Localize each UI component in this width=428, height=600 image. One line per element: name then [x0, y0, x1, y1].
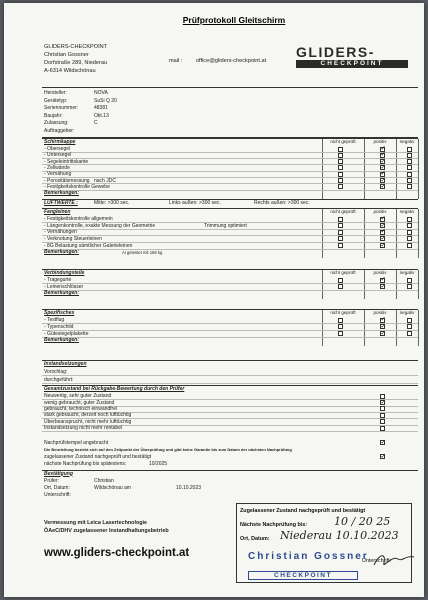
checkbox[interactable]	[407, 159, 412, 164]
column-divider	[396, 310, 397, 346]
col-header-positiv: positiv	[373, 139, 387, 144]
company-name: GLIDERS-CHECKPOINT	[44, 44, 108, 50]
row-line	[42, 323, 418, 324]
company-street: Dorfstraße 289, Niederau	[44, 60, 108, 66]
checkbox[interactable]	[407, 165, 412, 170]
section-title: Verbindungsteile	[44, 270, 85, 277]
check-item-label: - Festigkeitskontrolle allgemein	[44, 216, 113, 223]
check-item-label: - Porositätsmessung	[44, 177, 90, 184]
pruefer-value: Christian	[94, 477, 114, 484]
device-label: Auftraggeber:	[44, 128, 75, 134]
col-header-negativ: negativ	[399, 310, 415, 316]
row-line	[42, 283, 418, 284]
device-label: Baujahr:	[44, 112, 63, 119]
zustand-label: zugelassener Zustand nachgeprüft und bestätigt	[44, 453, 152, 460]
row-line	[42, 431, 418, 432]
column-divider	[418, 310, 419, 346]
luftwerte-label: LUFTWERTE :	[44, 200, 78, 207]
checkbox[interactable]	[407, 236, 412, 241]
checkbox[interactable]	[338, 159, 343, 164]
row-line	[42, 249, 418, 250]
checkbox[interactable]	[407, 331, 412, 336]
check-item-label: - Verknotung Steuerleinen	[44, 235, 102, 242]
checkbox[interactable]	[380, 419, 385, 424]
checkbox[interactable]	[380, 406, 385, 411]
checkbox[interactable]	[338, 172, 343, 177]
row-line	[42, 171, 418, 172]
check-item-label: - Zellwände	[44, 164, 70, 171]
stamp-line1: Zugelassener Zustand nachgeprüft und bestätigt	[240, 508, 366, 514]
remarks-label: Bemerkungen:	[44, 190, 80, 197]
stamp-ort-label: Ort, Datum:	[240, 536, 270, 542]
section-title: Schirmkappe	[44, 139, 76, 145]
checkbox[interactable]	[407, 318, 412, 323]
nachpruef-label: Nachprüfstempel angebracht	[44, 439, 109, 446]
check-item-label: - Festigkeitskontrolle Gewebe	[44, 183, 110, 190]
pruefer-label: Prüfer:	[44, 477, 60, 484]
stamp-next-label: Nächste Nachprüfung bis:	[240, 522, 308, 528]
check-item-label: - Testflug	[44, 317, 65, 324]
row-line	[42, 164, 418, 165]
check-item-label: - Obersegel	[44, 146, 71, 152]
checkbox[interactable]	[407, 184, 412, 189]
col-header-positiv: positiv	[373, 270, 387, 276]
checkbox[interactable]	[338, 318, 343, 323]
column-divider	[418, 209, 419, 258]
device-value: SuSi Q 20	[94, 97, 117, 104]
checkbox[interactable]	[380, 454, 385, 459]
section-title: Gesamtzustand bei Rückgabe-Bewertung durch den Prüfer	[44, 386, 185, 393]
column-divider	[364, 209, 365, 258]
remarks-label: Bemerkungen:	[44, 337, 80, 344]
company-city: A-6314 Wildschönau	[44, 68, 96, 74]
checkbox[interactable]	[407, 278, 412, 283]
checkbox[interactable]	[338, 217, 343, 222]
mail-address: office@gliders-checkpoint.at	[195, 58, 267, 64]
checkbox[interactable]	[407, 243, 412, 248]
check-item-label: - Vernähung	[44, 171, 72, 178]
column-divider	[396, 209, 397, 258]
checkbox[interactable]	[338, 284, 343, 289]
oeac-text: ÖAeC/DHV zugelassener Instandhaltungsbetrieb	[44, 528, 169, 534]
device-label: Gerätetyp:	[44, 97, 68, 104]
checkbox[interactable]	[407, 217, 412, 222]
leica-text: Vermessung mit Leica Lasertechnologie	[44, 520, 148, 526]
section-title: Instandsetzungen	[44, 361, 87, 368]
stamp-brand-bar	[248, 571, 358, 580]
row-line	[42, 229, 418, 230]
section-title: Spezifisches	[44, 310, 75, 317]
col-header-nicht-geprueft: nicht geprüft	[330, 270, 356, 276]
checkbox[interactable]	[380, 284, 385, 289]
luftwerte-links: Links außen: >300 sec.	[169, 200, 221, 207]
ort-value: Wildschönau am	[94, 484, 131, 491]
col-header-negativ: negativ	[399, 270, 415, 276]
col-header-negativ: negativ	[399, 209, 415, 215]
check-item-label: - Typenschild	[44, 323, 74, 330]
ort-label: Ort, Datum:	[44, 484, 70, 491]
checkbox[interactable]	[380, 440, 385, 445]
column-divider	[364, 310, 365, 346]
checkbox[interactable]	[338, 184, 343, 189]
column-divider	[418, 139, 419, 199]
column-divider	[364, 270, 365, 299]
checkbox[interactable]	[407, 147, 412, 152]
remarks-value: Ai getestet mit 169 kg	[122, 250, 163, 256]
checkbox[interactable]	[407, 172, 412, 177]
remarks-label: Bemerkungen:	[44, 290, 80, 297]
checkbox[interactable]	[407, 153, 412, 158]
checkbox[interactable]	[338, 230, 343, 235]
condition-label: gebraucht, technisch einwandfrei	[44, 405, 118, 412]
section-divider	[42, 470, 418, 471]
device-value: NOVA	[94, 90, 108, 96]
protocol-page	[4, 3, 424, 597]
row-line	[42, 337, 418, 338]
signature	[372, 549, 416, 571]
company-address	[44, 43, 107, 75]
checkbox[interactable]	[380, 400, 385, 405]
page-title: Prüfprotokoll Gleitschirm	[182, 15, 286, 25]
stamp-ort-value: Niederau 10.10.2023	[280, 529, 399, 542]
section-title: Fangleinen	[44, 209, 71, 216]
luftwerte-rechts: Rechts außen: >300 sec.	[254, 200, 310, 207]
logo-line2: CHECKPOINT	[320, 60, 384, 67]
website[interactable]: www.gliders-checkpoint.at	[44, 547, 190, 559]
checkbox[interactable]	[338, 178, 343, 183]
repair-line: Vorschlag:	[44, 369, 68, 376]
col-header-nicht-geprueft: nicht geprüft	[330, 310, 356, 316]
check-item-label: - Gütesiegelplakette	[44, 330, 89, 337]
stamp-name: Christian Gossner	[248, 551, 369, 562]
device-value: C	[94, 120, 98, 127]
column-divider	[322, 310, 323, 346]
device-value: 48381	[94, 105, 108, 112]
check-item-label: - Vernähungen	[44, 229, 77, 236]
stamp-brand: CHECKPOINT	[274, 572, 332, 579]
row-line	[42, 330, 418, 331]
repair-line: durchgeführt:	[44, 377, 74, 384]
unterschrift-label: Unterschrift:	[44, 491, 71, 498]
col-header-nicht-geprueft: nicht geprüft	[330, 209, 356, 215]
remarks-label: Bemerkungen:	[44, 249, 80, 256]
device-value: Okt.13	[94, 112, 109, 119]
company-owner: Christian Gossner	[44, 52, 89, 58]
checkbox[interactable]	[338, 278, 343, 283]
section-title: Bestätigung	[44, 470, 73, 477]
check-item-label: - Segeleintrittskante	[44, 158, 89, 165]
checkbox[interactable]	[407, 230, 412, 235]
stamp-next-value: 10 / 20 25	[334, 515, 391, 528]
checkbox[interactable]	[380, 184, 385, 189]
checkbox[interactable]	[338, 223, 343, 228]
checkbox[interactable]	[380, 413, 385, 418]
condition-label: Überbeansprucht, nicht mehr lufttüchtig	[44, 418, 132, 425]
row-line	[42, 158, 418, 159]
stamp-sign-label: Unterschrift:	[362, 558, 392, 564]
checkbox[interactable]	[380, 426, 385, 431]
col-header-negativ: negativ	[399, 139, 415, 144]
luftwerte-mitte: Mitte: >300 sec.	[94, 200, 130, 207]
condition-label: wenig gebraucht, guter Zustand	[44, 399, 115, 406]
col-header-positiv: positiv	[373, 310, 387, 316]
device-label: Zulassung:	[44, 120, 69, 127]
checkbox[interactable]	[338, 243, 343, 248]
extra-note: Trimmung optimiert	[204, 222, 247, 229]
checkbox[interactable]	[338, 165, 343, 170]
check-item-label: - Tragegurte	[44, 277, 72, 284]
checkbox[interactable]	[407, 324, 412, 329]
condition-label: Neuwertig, sehr guter Zustand	[44, 393, 112, 400]
company-logo	[296, 45, 414, 67]
checkbox[interactable]	[407, 178, 412, 183]
col-header-nicht-geprueft: nicht geprüft	[330, 139, 356, 144]
datum-value: 10.10.2023	[176, 484, 202, 491]
section-divider	[42, 360, 418, 361]
company-mail	[169, 58, 266, 64]
condition-label: Instandsetzung nicht mehr rentabel	[44, 425, 123, 432]
extra-note: nach JDC	[94, 177, 116, 184]
check-item-label: - 8G Belastung sämtlicher Galerieleinen	[44, 242, 133, 249]
column-divider	[322, 270, 323, 299]
row-line	[42, 290, 418, 291]
logo-bar	[296, 60, 408, 68]
checkbox[interactable]	[407, 223, 412, 228]
logo-line1: GLIDERS-	[296, 44, 375, 60]
check-item-label: - Längenkontrolle, exakte Messung der Geometrie	[44, 222, 156, 229]
checkbox[interactable]	[338, 147, 343, 152]
divider	[42, 87, 418, 88]
row-line	[42, 375, 418, 376]
checkbox[interactable]	[407, 284, 412, 289]
column-divider	[322, 209, 323, 258]
checkbox[interactable]	[338, 153, 343, 158]
naechste-label: nächste Nachprüfung bis spätestens:	[44, 460, 127, 467]
checkbox[interactable]	[380, 243, 385, 248]
check-item-label: - Untersegel	[44, 152, 72, 159]
device-label: Hersteller:	[44, 90, 67, 96]
condition-label: stark gebraucht, derzeit noch lufttüchtig	[44, 412, 132, 419]
row-line	[42, 383, 418, 384]
device-label: Seriennummer:	[44, 105, 79, 112]
checkbox[interactable]	[338, 324, 343, 329]
checkbox[interactable]	[380, 331, 385, 336]
checkbox[interactable]	[338, 236, 343, 241]
col-header-positiv: positiv	[373, 209, 387, 215]
column-divider	[396, 270, 397, 299]
checkbox[interactable]	[338, 331, 343, 336]
check-item-label: - Leinenschlösser	[44, 283, 84, 290]
disclaimer: Die Beurteilung bezieht sich auf den Zeitpunkt der Überprüfung und gibt keine Garantie bis zum Datum der nächsten Nachprüfung	[44, 446, 292, 452]
naechste-value: 10/2025	[149, 460, 168, 467]
column-divider	[418, 270, 419, 299]
row-line	[42, 190, 418, 191]
mail-label: mail :	[169, 58, 183, 64]
row-line	[42, 152, 418, 153]
